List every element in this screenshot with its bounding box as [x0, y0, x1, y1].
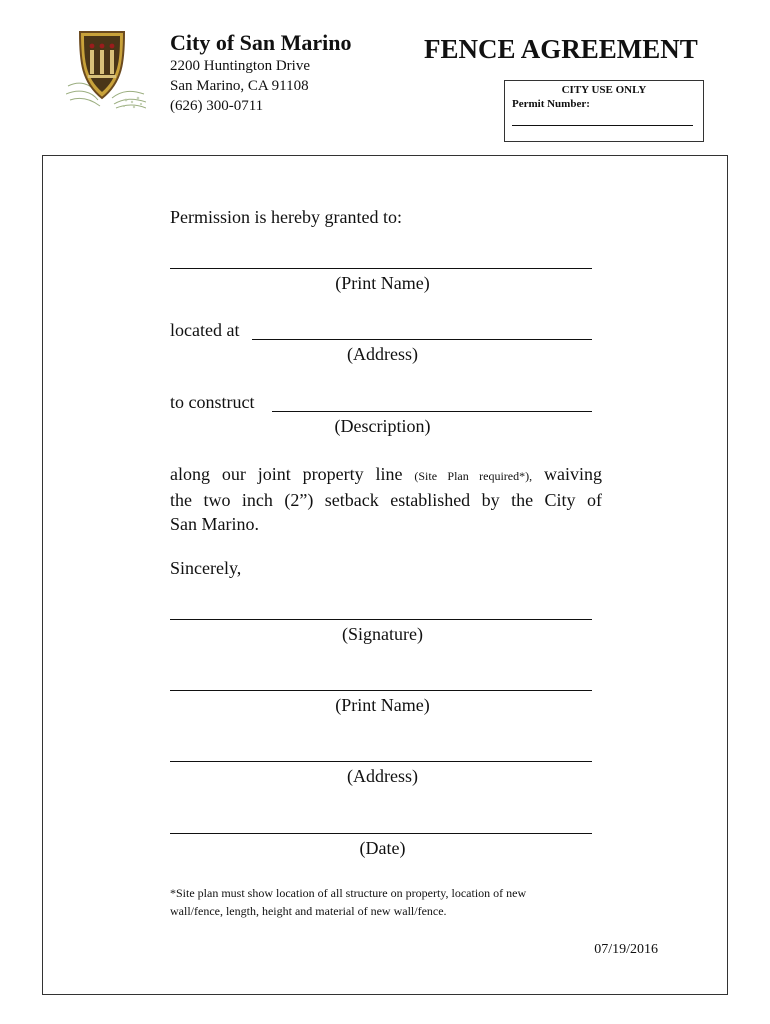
- signature-field[interactable]: [170, 619, 592, 620]
- city-use-only-box: [504, 80, 704, 142]
- waiver-text-line3: San Marino.: [170, 514, 259, 534]
- waiver-paragraph: [170, 462, 602, 536]
- city-seal-logo: [66, 28, 146, 110]
- signer-address-field[interactable]: [170, 761, 592, 762]
- revision-date: 07/19/2016: [594, 942, 658, 957]
- org-name: City of San Marino: [170, 30, 352, 55]
- waiver-text-line2: the two inch (2”) setback established by the City of: [170, 490, 602, 510]
- construct-label: to construct: [170, 392, 255, 412]
- footnote-line1: *Site plan must show location of all structure on property, location of new: [170, 886, 527, 900]
- grantee-address-field[interactable]: [252, 339, 592, 340]
- permit-number-field[interactable]: [512, 125, 693, 126]
- signer-name-caption: (Print Name): [335, 695, 430, 715]
- document-title: FENCE AGREEMENT: [424, 34, 698, 64]
- org-address-line2: San Marino, CA 91108: [170, 78, 309, 94]
- city-use-title: CITY USE ONLY: [561, 84, 647, 96]
- waiver-text-part1: along our joint property line: [170, 464, 403, 484]
- org-address-line1: 2200 Huntington Drive: [170, 58, 310, 74]
- grant-text: Permission is hereby granted to:: [170, 207, 402, 227]
- closing-text: Sincerely,: [170, 558, 242, 578]
- date-field[interactable]: [170, 833, 592, 834]
- grantee-name-caption: (Print Name): [335, 273, 430, 293]
- grantee-name-field[interactable]: [170, 268, 592, 269]
- signer-name-field[interactable]: [170, 690, 592, 691]
- construct-description-caption: (Description): [334, 416, 431, 436]
- site-plan-note: (Site Plan required*),: [414, 469, 533, 483]
- signature-caption: (Signature): [342, 624, 423, 644]
- waiver-text-part2: waiving: [544, 464, 602, 484]
- date-caption: (Date): [359, 838, 406, 858]
- permit-number-label: Permit Number:: [512, 98, 590, 110]
- footnote-line2: wall/fence, length, height and material of new wall/fence.: [170, 904, 447, 918]
- org-phone: (626) 300-0711: [170, 98, 264, 114]
- grantee-address-caption: (Address): [347, 344, 418, 364]
- located-at-label: located at: [170, 320, 240, 340]
- construct-description-field[interactable]: [272, 411, 592, 412]
- site-plan-footnote: [170, 884, 610, 920]
- signer-address-caption: (Address): [347, 766, 418, 786]
